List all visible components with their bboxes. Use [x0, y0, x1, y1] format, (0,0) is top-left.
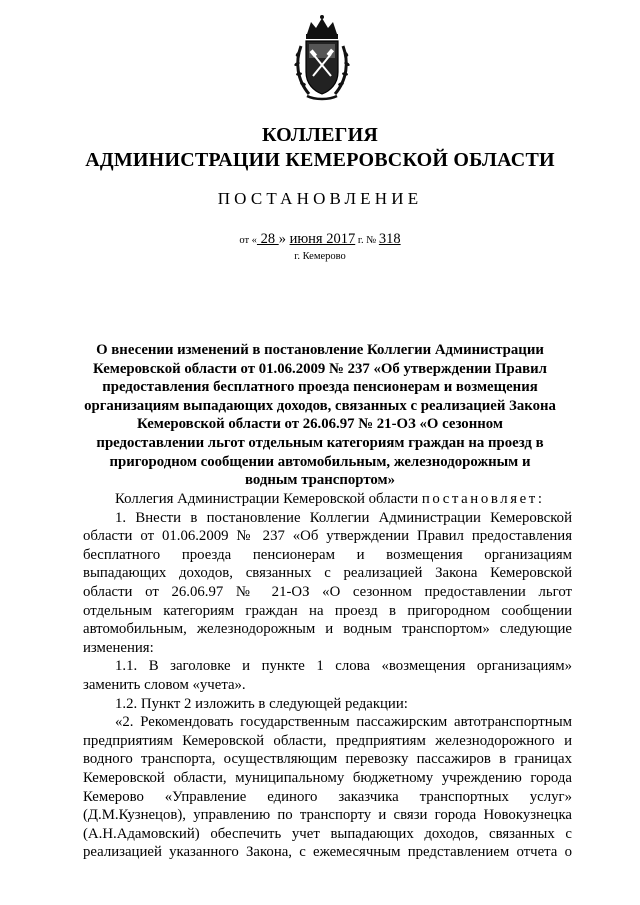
- city-name: г. Кемерово: [294, 251, 346, 262]
- title-line: предоставлении льгот отдельным категориям граждан на проезд в: [96, 434, 544, 451]
- date-prefix: от «: [239, 235, 257, 246]
- title-line: организациям выпадающих доходов, связанных с реализацией Закона: [84, 397, 556, 414]
- body-line: выпадающих доходов, связанных с реализацией Закона Кемеровской: [83, 565, 572, 582]
- number-label: №: [363, 235, 379, 246]
- organization-name-line2: АДМИНИСТРАЦИИ КЕМЕРОВСКОЙ ОБЛАСТИ: [85, 149, 555, 171]
- document-number: 318: [378, 231, 401, 247]
- document-title: [80, 341, 560, 490]
- body-line: «2. Рекомендовать государственным пассажирским автотранспортным: [115, 714, 572, 731]
- intro-verb: постановляет:: [421, 491, 545, 507]
- date-day: 28: [256, 231, 279, 247]
- body-line: отдельным категориям граждан на проезд в пригородном сообщении: [83, 602, 572, 619]
- intro-prefix: Коллегия Администрации Кемеровской области: [115, 491, 419, 507]
- body-line: автомобильным, железнодорожным и водным транспортом» следующие: [83, 621, 572, 638]
- body-line: бесплатного проезда пенсионерам и возмещения организациям: [83, 546, 572, 563]
- document-type: ПОСТАНОВЛЕНИЕ: [217, 189, 423, 208]
- document-body: [83, 490, 572, 862]
- body-line: Кемеровской области, муниципальному бюджетному учреждению города: [83, 769, 572, 786]
- body-line: 1. Внести в постановление Коллегии Администрации Кемеровской: [115, 509, 572, 526]
- date-month-year: июня 2017: [289, 231, 356, 247]
- body-line: предприятиям Кемеровской области, предприятиям железнодорожного и: [83, 732, 572, 749]
- body-line: (Д.М.Кузнецов), управлению по транспорту и связи города Новокузнецка: [83, 807, 572, 824]
- title-line: предоставления бесплатного проезда пенсионерам и возмещения: [102, 379, 538, 396]
- body-line: области от 26.06.97 № 21-ОЗ «О сезонном предоставлении льгот: [83, 583, 572, 600]
- title-line: О внесении изменений в постановление Коллегии Администрации: [96, 342, 544, 358]
- intro-paragraph: [83, 490, 572, 509]
- body-line: (А.Н.Адамовский) обеспечить учет выпадающих доходов, связанных с: [83, 825, 572, 842]
- body-line: заменить словом «учета».: [83, 676, 246, 693]
- organization-name-line1: КОЛЛЕГИЯ: [261, 124, 379, 146]
- body-line: водного транспорта, осуществляющим перевозку пассажиров в границах: [83, 751, 572, 768]
- date-year-suffix: г.: [355, 235, 364, 246]
- body-line: 1.1. В заголовке и пункте 1 слова «возмещения организациям»: [115, 658, 572, 675]
- title-line: Кемеровской области от 01.06.2009 № 237 «Об утверждении Правил: [93, 360, 547, 377]
- title-line: водным транспортом»: [245, 472, 395, 489]
- body-line: области от 01.06.2009 № 237 «Об утверждении Правил предоставления: [83, 528, 572, 545]
- title-line: пригородном сообщении автомобильным, железнодорожным и: [109, 453, 531, 470]
- body-line: Кемерово «Управление единого заказчика транспортных услуг»: [83, 788, 572, 805]
- title-line: Кемеровской области от 26.06.97 № 21-ОЗ «О сезонном: [137, 416, 503, 433]
- body-line: 1.2. Пункт 2 изложить в следующей редакции:: [115, 695, 408, 712]
- body-line: реализацией указанного Закона, с ежемесячным представлением отчета о: [83, 844, 572, 861]
- body-line: изменения:: [83, 639, 154, 656]
- document-date-line: [0, 231, 640, 248]
- coat-of-arms-emblem: [293, 14, 351, 102]
- date-mid: »: [278, 231, 290, 247]
